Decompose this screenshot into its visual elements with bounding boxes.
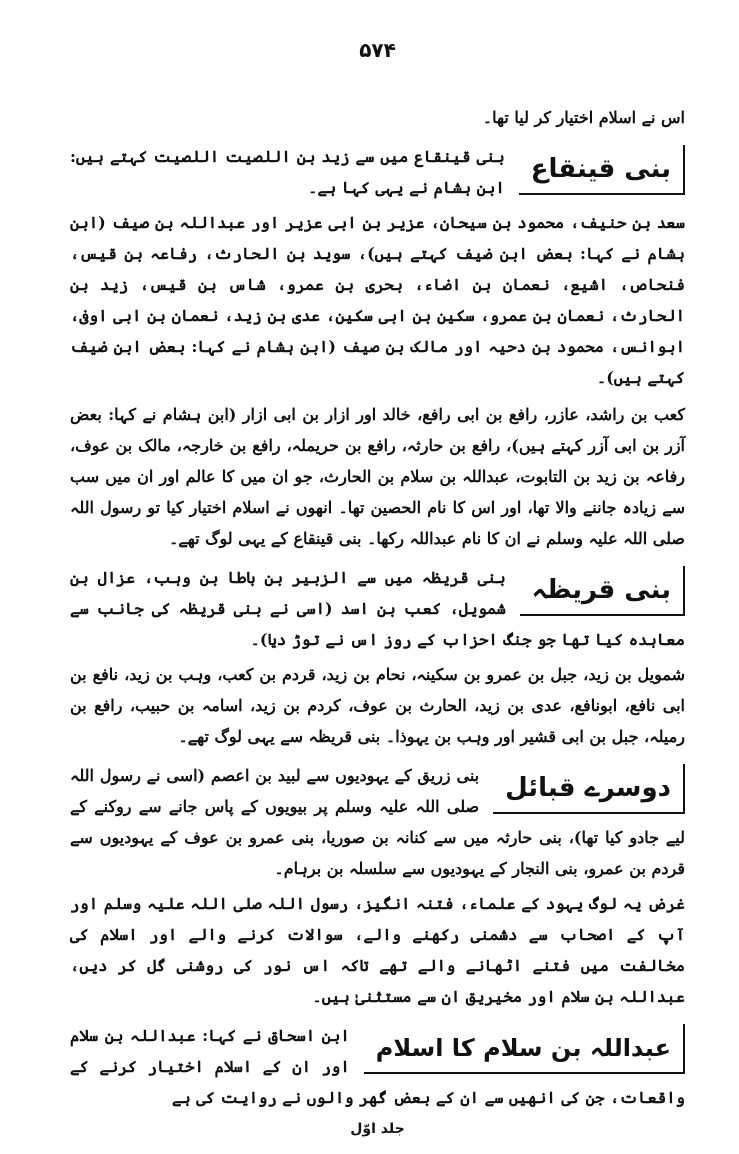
intro-line: اس نے اسلام اختیار کر لیا تھا۔ [482,108,685,127]
section-heading: بنی قینقاع [519,145,685,195]
paragraph: کعب بن راشد، عازر، رافع بن ابی رافع، خالد اور ازار بن ابی ازار (ابن ہشام نے کہا: بعض آزر بن ابی آزر کہتے ہیں)، رافع بن حارثہ، رافع بن حریملہ، رافع بن خارجہ، مالک بن عوف، رفاعہ بن زید بن التابوت، عبداللہ بن سلام بن الحارث، جو ان میں کا عالم اور ان میں سب سے زیادہ جاننے والا تھا، اور اس کا نام الحصین تھا۔ انھوں نے اسلام اختیار کیا تو رسول اللہ صلی اللہ علیہ وسلم نے ان کا نام عبداللہ رکھا۔ بنی قینقاع کے یہی لوگ تھے۔ [70,405,686,548]
page-number: ۵۷۴ [359,38,396,62]
section-other-tribes [70,760,685,884]
section-banu-qaynuqa [70,141,685,203]
volume-footer: جلد اوّل [350,1121,405,1137]
paragraph: شمویل بن زید، جبل بن عمرو بن سکینہ، نحام بن زید، قردم بن کعب، وہب بن زید، نافع بن ابی نافع، ابونافع، عدی بن زید، الحارث بن عوف، کردم بن زید، اسامہ بن حبیب، رافع بن رمیلہ، جبل بن ابی قشیر اور وہب بن یہوذا۔ بنی قریظہ سے یہی لوگ تھے۔ [70,665,686,746]
section-heading: دوسرے قبائل [493,764,685,814]
section-text: بنی قینقاع میں سے زید بن اللصیت اللصیت کہتے ہیں: ابن ہشام نے یہی کہا ہے۔ [70,147,505,197]
section-banu-qurayza [70,562,685,655]
paragraph: غرض یہ لوگ یہود کے علماء، فتنہ انگیز، رسول اللہ صلی اللہ علیہ وسلم اور آپ کے اصحاب سے دشمنی رکھنے والے، سوالات کرنے والے اور اسلام کی مخالفت میں فتنے اٹھانے والے تھے تاکہ اس نور کی روشنی گل کر دیں، عبداللہ بن سلام اور مخیریق ان سے مستثنیٰ ہیں۔ [70,894,685,1006]
section-abdullah-bin-salam [70,1020,685,1113]
section-text: ابن اسحاق نے کہا: عبداللہ بن سلام اور ان کے اسلام اختیار کرنے کے واقعات، جن کی انھیں سے ان کے بعض گھر والوں نے روایت کی ہے [70,1026,685,1107]
section-text: بنی زریق کے یہودیوں سے لبید بن اعصم (اسی نے رسول اللہ صلی اللہ علیہ وسلم پر بیویوں کے پاس جانے سے روکنے کے لیے جادو کیا تھا)، بنی حارثہ میں سے کنانہ بن صوریا، بنی عمرو بن عوف کے یہودیوں سے قردم بن عمرو، بنی النجار کے یہودیوں سے سلسلہ بن برہام۔ [70,766,685,878]
section-text: بنی قریظہ میں سے الزبیر بن باطا بن وہب، عزال بن شمویل، کعب بن اسد (اسی نے بنی قریظہ کی جانب سے معاہدہ کیا تھا جو جنگ احزاب کے روز اس نے توڑ دیا)۔ [70,568,685,649]
paragraph: سعد بن حنیف، محمود بن سیحان، عزیر بن ابی عزیر اور عبداللہ بن صیف (ابن ہشام نے کہا: بعض ابن ضیف کہتے ہیں)، سوید بن الحارث، رفاعہ بن قیس، فنحاص، اشیع، نعمان بن اضاء، بحری بن عمرو، شاس بن قیس، زید بن الحارث، نعمان بن عمرو، سکین بن ابی سکین، عدی بن زید، نعمان بن ابی اوفی، ابوانس، محمود بن دحیہ اور مالک بن صیف (ابن ہشام نے کہا: بعض ابن ضیف کہتے ہیں)۔ [70,213,686,387]
section-heading: عبداللہ بن سلام کا اسلام [364,1024,685,1074]
section-heading: بنی قریظہ [520,566,685,616]
